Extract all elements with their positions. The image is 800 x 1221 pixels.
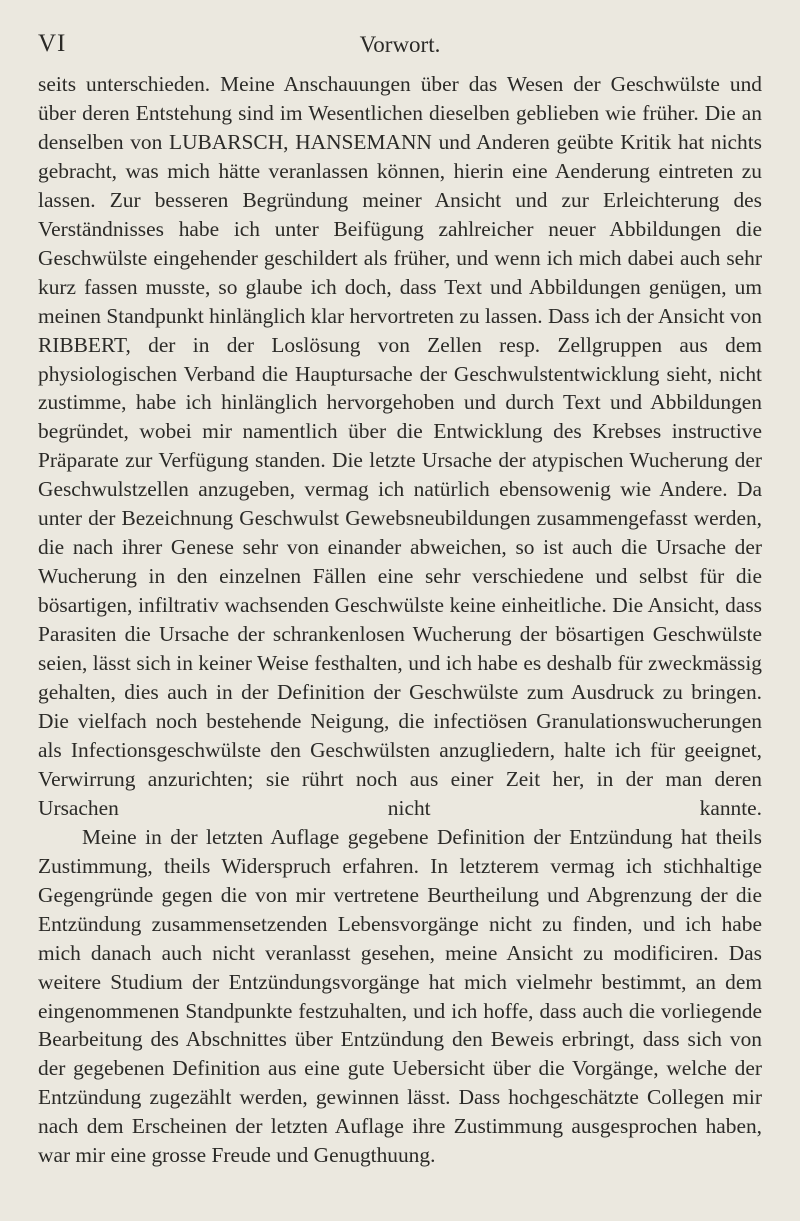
body-text [38, 70, 762, 1170]
page-header [38, 30, 762, 64]
paragraph-inflammation-definition: Meine in der letzten Auflage gegebene Definition der Entzündung hat theils Zustimmung, theils Widerspruch erfahren. In letzterem vermag ich stichhaltige Gegengründe gegen die von mir vertretene Beurtheilung und Abgrenzung der die Entzündung zusammensetzenden Lebensvorgänge nicht zu finden, und ich habe mich danach auch nicht veranlasst gesehen, meine Ansicht zu modificiren. Das weitere Studium der Entzündungsvorgänge hat mich vielmehr bestimmt, an dem eingenommenen Standpunkte festzuhalten, und ich hoffe, dass auch die vorliegende Bearbeitung des Abschnittes über Entzündung den Beweis erbringt, dass sich von der gegebenen Definition aus eine gute Uebersicht über die Vorgänge, welche der Entzündung zugezählt werden, gewinnen lässt. Dass hochgeschätzte Collegen mir nach dem Erscheinen der letzten Auflage ihre Zustimmung ausgesprochen haben, war mir eine grosse Freude und Genugthuung. [38, 824, 762, 1168]
running-title: Vorwort. [359, 32, 441, 57]
page-number: VI [38, 30, 67, 57]
paragraph-continuation: seits unterschieden. Meine Anschauungen über das Wesen der Geschwülste und über deren Entstehung sind im Wesentlichen dieselben geblieben wie früher. Die an denselben von LUBARSCH, HANSEMANN und Anderen geübte Kritik hat nichts gebracht, was mich hätte veranlassen können, hierin eine Aenderung eintreten zu lassen. Zur besseren Begründung meiner Ansicht und zur Erleichterung des Verständnisses habe ich unter Beifügung zahlreicher neuer Abbildungen die Geschwülste eingehender geschildert als früher, und wenn ich mich dabei auch sehr kurz fassen musste, so glaube ich doch, dass Text und Abbildungen genügen, um meinen Standpunkt hinlänglich klar hervortreten zu lassen. Dass ich der Ansicht von RIBBERT, der in der Loslösung von Zellen resp. Zellgruppen aus dem physiologischen Verband die Hauptursache der Geschwulstentwicklung sieht, nicht zustimme, habe ich hinlänglich hervorgehoben und durch Text und Abbildungen begründet, wobei mir namentlich über die Entwicklung des Krebses instructive Präparate zur Verfügung standen. Die letzte Ursache der atypischen Wucherung der Geschwulstzellen anzugeben, vermag ich natürlich ebensowenig wie Andere. Da unter der Bezeichnung Geschwulst Gewebsneubildungen zusammengefasst werden, die nach ihrer Genese sehr von einander abweichen, so ist auch die Ursache der Wucherung in den einzelnen Fällen eine sehr verschiedene und selbst für die bösartigen, infiltrativ wachsenden Geschwülste keine einheitliche. Die Ansicht, dass Parasiten die Ursache der schrankenlosen Wucherung der bösartigen Geschwülste seien, lässt sich in keiner Weise festhalten, und ich habe es deshalb für zweckmässig gehalten, dies auch in der Definition der Geschwülste zum Ausdruck zu bringen. Die vielfach noch bestehende Neigung, die infectiösen Granulationswucherungen als Infectionsgeschwülste den Geschwülsten anzugliedern, halte ich für geeignet, Verwirrung anzurichten; sie rührt noch aus einer Zeit her, in der man deren Ursachen nicht kannte. [38, 72, 762, 820]
